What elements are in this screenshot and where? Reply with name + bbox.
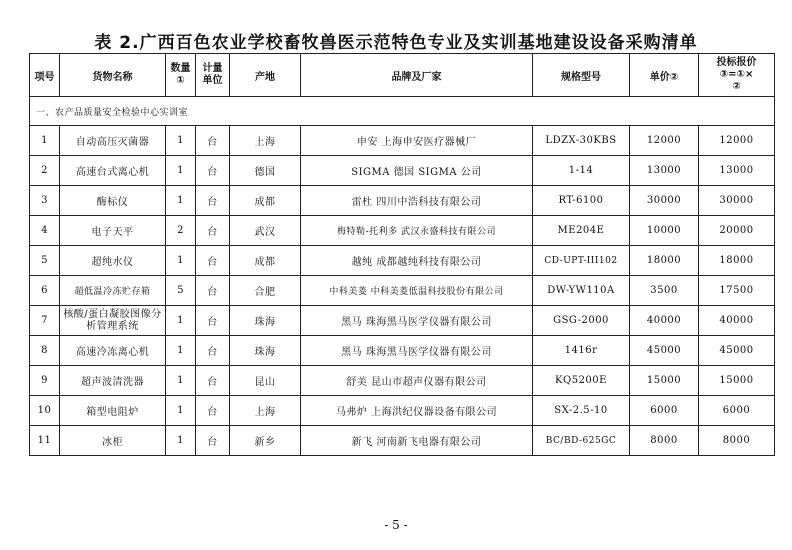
cell-no: 6 bbox=[30, 276, 60, 306]
cell-origin: 成都 bbox=[230, 246, 301, 276]
document-title: 表 2.广西百色农业学校畜牧兽医示范特色专业及实训基地建设设备采购清单 bbox=[94, 33, 698, 53]
cell-unit: 台 bbox=[196, 156, 230, 186]
cell-price: 30000 bbox=[630, 186, 699, 216]
cell-price: 15000 bbox=[630, 366, 699, 396]
cell-unit: 台 bbox=[196, 276, 230, 306]
table-row bbox=[30, 216, 775, 246]
cell-no: 11 bbox=[30, 426, 60, 456]
cell-origin: 上海 bbox=[230, 396, 301, 426]
cell-no: 10 bbox=[30, 396, 60, 426]
cell-name: 超声波清洗器 bbox=[60, 366, 166, 396]
header-brand: 品牌及厂家 bbox=[301, 54, 533, 97]
cell-model: 1-14 bbox=[533, 156, 630, 186]
cell-total: 17500 bbox=[699, 276, 775, 306]
cell-model: BC/BD-625GC bbox=[533, 426, 630, 456]
header-unit bbox=[196, 54, 230, 97]
cell-total: 8000 bbox=[699, 426, 775, 456]
cell-qty: 1 bbox=[166, 126, 196, 156]
cell-unit: 台 bbox=[196, 186, 230, 216]
table-row bbox=[30, 306, 775, 336]
header-price: 单价② bbox=[630, 54, 699, 97]
header-qty-line1: 数量 bbox=[170, 63, 191, 74]
cell-unit: 台 bbox=[196, 366, 230, 396]
section-row bbox=[30, 97, 775, 126]
cell-name: 酶标仪 bbox=[60, 186, 166, 216]
section-title: 一、农产品质量安全检验中心实训室 bbox=[30, 97, 775, 126]
cell-total: 12000 bbox=[699, 126, 775, 156]
cell-no: 2 bbox=[30, 156, 60, 186]
cell-price: 18000 bbox=[630, 246, 699, 276]
cell-brand: 新飞 河南新飞电器有限公司 bbox=[301, 426, 533, 456]
cell-origin: 珠海 bbox=[230, 336, 301, 366]
cell-name: 核酸/蛋白凝胶图像分析管理系统 bbox=[60, 306, 166, 336]
header-name: 货物名称 bbox=[60, 54, 166, 97]
cell-model: SX-2.5-10 bbox=[533, 396, 630, 426]
cell-brand: 雷杜 四川中浩科技有限公司 bbox=[301, 186, 533, 216]
header-total-line3: ② bbox=[732, 81, 741, 92]
cell-unit: 台 bbox=[196, 396, 230, 426]
header-unit-line1: 计量 bbox=[202, 63, 223, 74]
cell-model: KQ5200E bbox=[533, 366, 630, 396]
cell-name: 超低温冷冻贮存箱 bbox=[60, 276, 166, 306]
table-row bbox=[30, 276, 775, 306]
cell-qty: 1 bbox=[166, 336, 196, 366]
cell-price: 45000 bbox=[630, 336, 699, 366]
header-total bbox=[699, 54, 775, 97]
table-row bbox=[30, 246, 775, 276]
cell-brand: 舒美 昆山市超声仪器有限公司 bbox=[301, 366, 533, 396]
cell-brand: 梅特勒-托利多 武汉永盛科技有限公司 bbox=[301, 216, 533, 246]
table-row bbox=[30, 156, 775, 186]
table-row bbox=[30, 126, 775, 156]
procurement-table bbox=[29, 53, 775, 456]
cell-unit: 台 bbox=[196, 126, 230, 156]
cell-unit: 台 bbox=[196, 246, 230, 276]
cell-no: 7 bbox=[30, 306, 60, 336]
header-qty-line2: ① bbox=[176, 75, 185, 86]
cell-model: CD-UPT-III102 bbox=[533, 246, 630, 276]
cell-model: RT-6100 bbox=[533, 186, 630, 216]
cell-model: 1416r bbox=[533, 336, 630, 366]
cell-no: 9 bbox=[30, 366, 60, 396]
cell-total: 40000 bbox=[699, 306, 775, 336]
header-total-line2: ③=①× bbox=[719, 69, 754, 80]
header-total-line1: 投标报价 bbox=[716, 57, 757, 68]
table-header-row bbox=[30, 54, 775, 97]
cell-price: 10000 bbox=[630, 216, 699, 246]
cell-qty: 2 bbox=[166, 216, 196, 246]
cell-unit: 台 bbox=[196, 336, 230, 366]
cell-qty: 1 bbox=[166, 186, 196, 216]
cell-brand: 马弗炉 上海洪纪仪器设备有限公司 bbox=[301, 396, 533, 426]
table-row bbox=[30, 366, 775, 396]
cell-total: 18000 bbox=[699, 246, 775, 276]
cell-price: 8000 bbox=[630, 426, 699, 456]
cell-total: 45000 bbox=[699, 336, 775, 366]
cell-brand: 申安 上海申安医疗器械厂 bbox=[301, 126, 533, 156]
table-row bbox=[30, 396, 775, 426]
cell-brand: 黑马 珠海黑马医学仪器有限公司 bbox=[301, 336, 533, 366]
cell-brand: 中科美菱 中科美菱低温科技股份有限公司 bbox=[301, 276, 533, 306]
table-row bbox=[30, 336, 775, 366]
header-qty bbox=[166, 54, 196, 97]
cell-price: 6000 bbox=[630, 396, 699, 426]
cell-no: 5 bbox=[30, 246, 60, 276]
cell-name: 高速台式离心机 bbox=[60, 156, 166, 186]
table-row bbox=[30, 186, 775, 216]
cell-name: 高速冷冻离心机 bbox=[60, 336, 166, 366]
cell-brand: 越纯 成都越纯科技有限公司 bbox=[301, 246, 533, 276]
cell-model: DW-YW110A bbox=[533, 276, 630, 306]
cell-model: ME204E bbox=[533, 216, 630, 246]
header-origin: 产地 bbox=[230, 54, 301, 97]
cell-name: 自动高压灭菌器 bbox=[60, 126, 166, 156]
cell-qty: 1 bbox=[166, 366, 196, 396]
header-unit-line2: 单位 bbox=[202, 75, 223, 86]
header-no: 项号 bbox=[30, 54, 60, 97]
cell-name: 冰柜 bbox=[60, 426, 166, 456]
cell-price: 13000 bbox=[630, 156, 699, 186]
cell-qty: 1 bbox=[166, 156, 196, 186]
cell-price: 12000 bbox=[630, 126, 699, 156]
cell-unit: 台 bbox=[196, 306, 230, 336]
cell-no: 8 bbox=[30, 336, 60, 366]
cell-qty: 1 bbox=[166, 426, 196, 456]
cell-origin: 合肥 bbox=[230, 276, 301, 306]
cell-price: 40000 bbox=[630, 306, 699, 336]
header-model: 规格型号 bbox=[533, 54, 630, 97]
cell-total: 15000 bbox=[699, 366, 775, 396]
cell-name: 箱型电阻炉 bbox=[60, 396, 166, 426]
cell-unit: 台 bbox=[196, 426, 230, 456]
cell-qty: 1 bbox=[166, 396, 196, 426]
cell-qty: 1 bbox=[166, 306, 196, 336]
cell-total: 20000 bbox=[699, 216, 775, 246]
cell-no: 4 bbox=[30, 216, 60, 246]
cell-origin: 新乡 bbox=[230, 426, 301, 456]
cell-name: 超纯水仪 bbox=[60, 246, 166, 276]
cell-qty: 1 bbox=[166, 246, 196, 276]
cell-model: GSG-2000 bbox=[533, 306, 630, 336]
cell-origin: 武汉 bbox=[230, 216, 301, 246]
cell-origin: 昆山 bbox=[230, 366, 301, 396]
page-number: - 5 - bbox=[384, 518, 408, 532]
cell-no: 1 bbox=[30, 126, 60, 156]
cell-brand: 黑马 珠海黑马医学仪器有限公司 bbox=[301, 306, 533, 336]
cell-brand: SIGMA 德国 SIGMA 公司 bbox=[301, 156, 533, 186]
cell-origin: 成都 bbox=[230, 186, 301, 216]
cell-origin: 珠海 bbox=[230, 306, 301, 336]
cell-origin: 德国 bbox=[230, 156, 301, 186]
cell-total: 6000 bbox=[699, 396, 775, 426]
cell-origin: 上海 bbox=[230, 126, 301, 156]
cell-no: 3 bbox=[30, 186, 60, 216]
table-row bbox=[30, 426, 775, 456]
cell-unit: 台 bbox=[196, 216, 230, 246]
cell-model: LDZX-30KBS bbox=[533, 126, 630, 156]
cell-price: 3500 bbox=[630, 276, 699, 306]
cell-total: 13000 bbox=[699, 156, 775, 186]
cell-total: 30000 bbox=[699, 186, 775, 216]
cell-qty: 5 bbox=[166, 276, 196, 306]
cell-name: 电子天平 bbox=[60, 216, 166, 246]
